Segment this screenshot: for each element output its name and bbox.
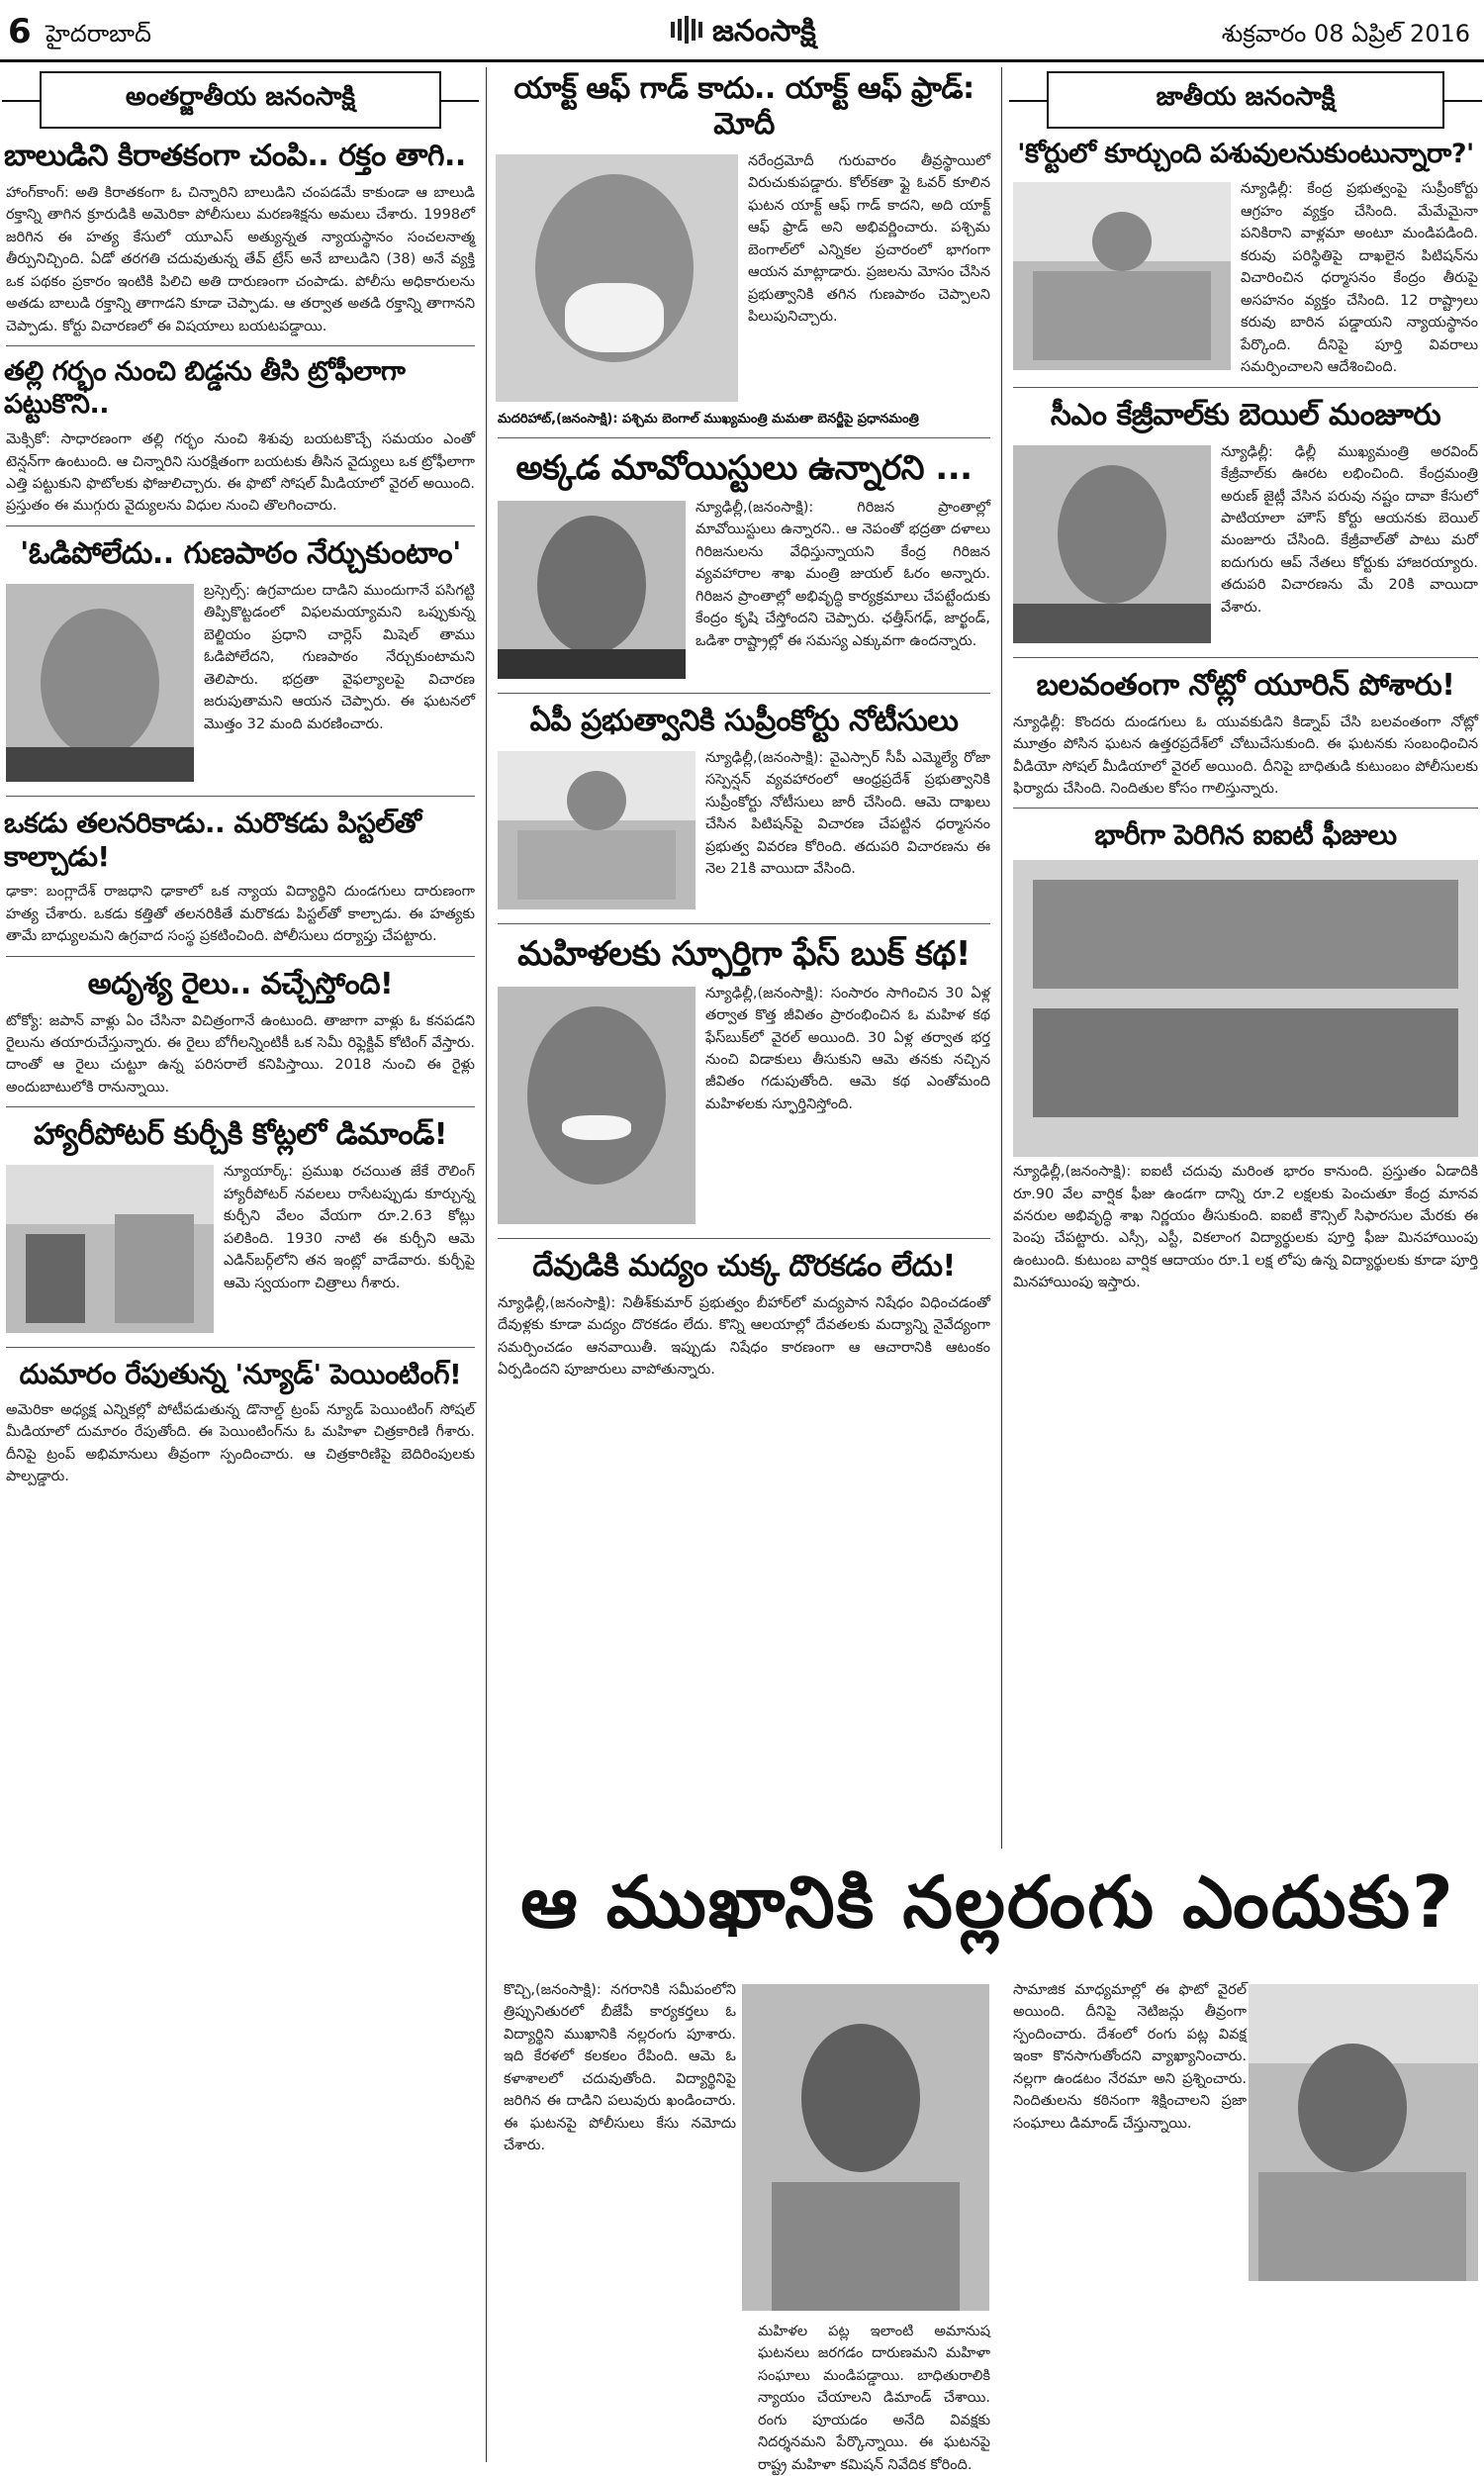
article-body: న్యూఢిల్లీ,(జనంసాక్షి): సంసారం సాగించిన 30 ఏళ్ల తర్వాత కొత్త జీవితం ప్రారంభించిన ఓ మహిళ కథ ఫేస్‌బుక్‌లో వైరల్ అయింది. 30 ఏళ్ల తర్వాత భర్త నుంచి విడాకులు తీసుకుని ఆమె తనకు నచ్చిన జీవితం గడుపుతోంది. ఆమె కథ ఎంతోమంది మహిళలకు స్ఫూర్తినిస్తోంది.	[705, 985, 990, 1112]
divider	[1013, 808, 1478, 809]
divider	[498, 437, 990, 438]
article-body: న్యూఢిల్లీ: కేంద్ర ప్రభుత్వంపై సుప్రీంకోర్టు ఆగ్రహం వ్యక్తం చేసింది. మేమేమైనా పనికిరాని వాళ్లమా అంటూ మండిపడింది. కరువు పరిస్థితిపై దాఖలైన పిటిషన్‌ను విచారించిన ధర్మాసనం కేంద్రం తీరుపై అసహనం వ్యక్తం చేసింది. 12 రాష్ట్రాలు కరువు బారిన పడ్డాయని న్యాయస్థానం పేర్కొంది. దీనిపై పూర్తి వివరాలు సమర్పించాలని ఆదేశించింది.	[1241, 181, 1478, 376]
section-banner-national: జాతీయ జనంసాక్షి	[1047, 71, 1444, 129]
article-facebook-story	[492, 934, 996, 1230]
column-divider	[486, 67, 487, 2462]
divider	[1013, 657, 1478, 658]
article-belgium-pm	[0, 536, 481, 788]
masthead-rule	[0, 59, 1484, 62]
jual-oram-photo	[498, 501, 686, 679]
article-headline[interactable]: దేవుడికి మద్యం చుక్క దొరకడం లేదు!	[532, 1248, 956, 1284]
issue-date: శుక్రవారం 08 ఏప్రిల్ 2016	[1221, 20, 1470, 48]
article-headline[interactable]: మహిళలకు స్ఫూర్తిగా ఫేస్ బుక్ కథ!	[517, 933, 971, 974]
article-body: న్యూఢిల్లీ,(జనంసాక్షి): వైఎస్సార్ సీపీ ఎమ్మెల్యే రోజా సస్పెన్షన్ వ్యవహారంలో ఆంధ్రప్రదేశ్ ప్రభుత్వానికి సుప్రీంకోర్టు నోటీసులు జారీ చేసింది. ఆమె దాఖలు చేసిన పిటిషన్‌పై విచారణ చేపట్టిన ధర్మాసనం ప్రభుత్వ వివరణ కోరింది. తదుపరి విచారణను ఈ నెల 21కి వాయిదా వేసింది.	[705, 749, 990, 878]
charles-michel-photo	[6, 584, 194, 782]
article-body: టోక్యో: జపాన్ వాళ్లు ఏం చేసినా విచిత్రంగానే ఉంటుంది. తాజాగా వాళ్లు ఓ కనపడని రైలును తయారుచేస్తున్నారు. ఈ రైలు బోగీలన్నింటికీ ఒక సెమీ రిఫ్లెక్టివ్ కోటింగ్ వేస్తారు. దాంతో ఆ రైలు చుట్టూ ఉన్న పరిసరాలే కనిపిస్తాయి. 2018 నుంచి ఈ రైళ్లు అందుబాటులోకి రానున్నాయి.	[6, 1012, 475, 1095]
article-headline[interactable]: అక్కడ మావోయిస్టులు ఉన్నారని ...	[515, 448, 973, 488]
divider	[6, 796, 475, 797]
page-number: 6	[8, 12, 32, 51]
supreme-court-photo	[498, 751, 696, 909]
article-liquor-gods	[492, 1249, 996, 1381]
article-headline[interactable]: 'ఓడిపోలేదు.. గుణపాఠం నేర్చుకుంటాం'	[20, 535, 461, 571]
chair-auction-photo	[6, 1165, 214, 1333]
photo-caption: మదరిహాట్,(జనంసాక్షి): పశ్చిమ బెంగాల్ ముఖ్యమంత్రి మమతా బెనర్జీపై ప్రధానమంత్రి	[498, 412, 919, 427]
article-headline[interactable]: 'కోర్టులో కూర్చుంది పశువులనుకుంటున్నారా?'	[1017, 139, 1474, 169]
section-banner-international: అంతర్జాతీయ జనంసాక్షి	[40, 71, 441, 129]
article-headline[interactable]: బాలుడిని కిరాతకంగా చంపి.. రక్తం తాగి..	[4, 139, 466, 173]
article-body: హాంగ్‌కాంగ్: అతి కిరాతకంగా ఓ చిన్నారిని బాలుడిని చంపడమే కాకుండా ఆ బాలుడి రక్తాన్ని తాగిన క్రూరుడికి అమెరికా పోలీసులు మరణశిక్షను అమలు చేశారు. 1998లో జరిగిన ఈ హత్య కేసులో యూఎస్ అత్యున్నత న్యాయస్థానం సంచలనాత్మ తీర్పునిచ్చింది. ఏడో తరగతి చదువుతున్న తేవ్ ట్రేస్ అనే బాలుడిని (38) అనే వ్యక్తి ఒక పథకం ప్రకారం ఇంటికి పిలిచి అతి దారుణంగా చంపాడు. పోలీసు అధికారులను అతడు బాలుడి రక్తాన్ని తాగాడని కూడా చెప్పాడు. ఆ తర్వాత అతడి రక్తాన్ని తాగానని చెప్పాడు. కోర్టు విచారణలో ఈ విషయాలు బయటపడ్డాయి.	[6, 185, 475, 334]
article-nude-painting	[0, 1358, 481, 1487]
article-body: న్యూఢిల్లీ: కొందరు దుండగులు ఓ యువకుడిని కిడ్నాప్ చేసి బలవంతంగా నోట్లో మూత్రం పోసిన ఘటన ఉత్తరప్రదేశ్‌లో చోటుచేసుకుంది. ఈ ఘటనకు సంబంధించిన వీడియో సోషల్ మీడియాలో వైరల్ అయింది. దీనిపై బాధితుడి కుటుంబం పోలీసులకు ఫిర్యాదు చేసింది. నిందితుల కోసం గాలిస్తున్నారు.	[1013, 714, 1478, 798]
iit-sign-photo	[1013, 860, 1478, 1157]
article-body: బ్రస్సెల్స్: ఉగ్రవాదుల దాడిని ముందుగానే పసిగట్టి తిప్పికొట్టడంలో విఫలమయ్యామని ఒప్పుకున్న బెల్జియం ప్రధాని చార్లెస్ మిషెల్ తాము ఓడిపోలేదని, గుణపాఠం నేర్చుకుంటామని తెలిపారు. భద్రతా వైఫల్యాలపై విచారణ జరుపుతామని ఆయన చెప్పారు. ఈ ఘటనలో మొత్తం 32 మంది మరణించారు.	[204, 582, 475, 732]
woman-smiling-photo	[498, 987, 696, 1224]
article-boy-killed	[0, 139, 481, 337]
edition-city: హైదరాబాద్	[46, 20, 151, 48]
article-headline[interactable]: ఒకడు తలనరికాడు.. మరొకడు పిస్టల్‌తో కాల్చాడు!	[4, 806, 421, 873]
divider	[1013, 387, 1478, 388]
paper-logo-icon	[669, 16, 704, 44]
divider	[498, 923, 990, 924]
article-dhaka-murder	[0, 807, 481, 948]
article-baby-trophy	[0, 356, 481, 518]
article-urine	[1007, 668, 1484, 801]
article-headline[interactable]: హ్యారీపోటర్ కుర్చీకి కోట్లలో డిమాండ్!	[33, 1117, 447, 1153]
article-supreme-court-ap	[492, 704, 996, 915]
article-headline[interactable]: యాక్ట్ ఆఫ్ గాడ్ కాదు.. యాక్ట్ ఆఫ్ ఫ్రాడ్: మోదీ	[513, 71, 974, 142]
divider	[6, 1347, 475, 1348]
article-headline[interactable]: సీఎం కేజ్రీవాల్‌కు బెయిల్ మంజూరు	[1050, 397, 1441, 432]
article-maoists	[492, 448, 996, 685]
article-iit-fees	[1007, 818, 1484, 1293]
bottom-article-col2: మహిళల పట్ల ఇలాంటి అమానుష ఘటనలు జరగడం దారుణమని మహిళా సంఘాలు మండిపడ్డాయి. బాధితురాలికి న్యాయం చేయాలని డిమాండ్ చేశాయి. రంగు పూయడం అనేది వివక్షకు నిదర్శనమని పేర్కొన్నాయి. ఈ ఘటనపై రాష్ట్ర మహిళా కమిషన్ నివేదిక కోరింది.	[758, 2324, 990, 2473]
article-headline[interactable]: బలవంతంగా నోట్లో యూరిన్ పోశారు!	[1036, 667, 1455, 703]
modi-photo	[496, 154, 738, 402]
article-headline[interactable]: తల్లి గర్భం నుంచి బిడ్డను తీసి ట్రోఫీలాగా పట్టుకొని..	[4, 356, 406, 420]
court-building-photo	[1013, 182, 1231, 370]
article-body: న్యూఢిల్లీ,(జనంసాక్షి): ఐఐటీ చదువు మరింత భారం కానుంది. ప్రస్తుతం ఏడాదికి రూ.90 వేల వార్షిక ఫీజు ఉండగా దాన్ని రూ.2 లక్షలకు పెంచుతూ కేంద్ర మానవ వనరుల అభివృద్ధి శాఖ నిర్ణయం తీసుకుంది. ఐఐటీ కౌన్సిల్ సిఫారసుల మేరకు ఈ పెంపు చేపట్టారు. ఎస్సీ, ఎస్టీ, వికలాంగ విద్యార్థులకు పూర్తి ఫీజు మినహాయింపు ఉంటుంది. కుటుంబ వార్షిక ఆదాయం రూ.1 లక్ష లోపు ఉన్న విద్యార్థులకు కూడా పూర్తి మినహాయింపు ఇస్తారు.	[1013, 1164, 1478, 1291]
bottom-article-col3: సామాజిక మాధ్యమాల్లో ఈ ఫొటో వైరల్ అయింది. దీనిపై నెటిజన్లు తీవ్రంగా స్పందించారు. దేశంలో రంగు పట్ల వివక్ష ఇంకా కొనసాగుతోందని వ్యాఖ్యానించారు. నల్లగా ఉండటం నేరమా అని ప్రశ్నించారు. నిందితులను కఠినంగా శిక్షించాలని ప్రజా సంఘాలు డిమాండ్ చేస్తున్నాయి.	[1013, 1982, 1247, 2132]
article-court-animals	[1007, 139, 1484, 379]
national-column	[1007, 67, 1484, 1294]
divider	[6, 956, 475, 957]
kejriwal-photo	[1013, 445, 1211, 643]
article-body: మెక్సికో: సాధారణంగా తల్లి గర్భం నుంచి శిశువు బయటకొచ్చే సమయం ఎంతో టెన్షన్‌గా ఉంటుంది. ఆ చిన్నారిని సురక్షితంగా బయటకు తీసిన వైద్యులు ఒక ట్రోఫీలాగా ఎత్తి పట్టుకుని ఫొటోలకు ఫోజులిచ్చారు. ఈ ఫొటో సోషల్ మీడియాలో వైరల్ అయింది. ప్రస్తుతం ఈ ముగ్గురు వైద్యులను విధుల నుంచి తొలగించారు.	[6, 431, 475, 515]
paper-name: జనంసాక్షి	[712, 14, 816, 48]
bottom-article-col1: కొచ్చి,(జనంసాక్షి): నగరానికి సమీపంలోని త్రిప్పునితురలో బీజేపీ కార్యకర్తలు ఓ విద్యార్థిని ముఖానికి నల్లరంగు పూశారు. ఇది కేరళలో కలకలం రేపింది. ఆమె ఓ కళాశాలలో చదువుతోంది. విద్యార్థినిపై జరిగిన ఈ దాడిని పలువురు ఖండించారు. ఈ ఘటనపై పోలీసులు కేసు నమోదు చేశారు.	[504, 1982, 736, 2154]
student-face-photo	[742, 1984, 989, 2311]
article-body: న్యూఢిల్లీ: ఢిల్లీ ముఖ్యమంత్రి అరవింద్ కేజ్రీవాల్‌కు ఊరట లభించింది. కేంద్రమంత్రి అరుణ్ జైట్లీ వేసిన పరువు నష్టం దావా కేసులో పాటియాలా హౌస్ కోర్టు ఆయనకు బెయిల్ మంజూరు చేసింది. కేజ్రీవాల్‌తో పాటు మరో ఐదుగురు ఆప్ నేతలు కోర్టుకు హాజరయ్యారు. తదుపరి విచారణను మే 20కి వాయిదా వేశారు.	[1221, 443, 1478, 616]
international-column	[0, 67, 481, 1488]
article-invisible-train	[0, 967, 481, 1099]
article-body: అమెరికా అధ్యక్ష ఎన్నికల్లో పోటీపడుతున్న డొనాల్డ్ ట్రంప్ న్యూడ్ పెయింటింగ్ సోషల్ మీడియాలో దుమారం రేపుతోంది. ఈ పెయింటింగ్‌ను ఓ మహిళా చిత్రకారిణి గీశారు. దీనిపై ట్రంప్ అభిమానులు తీవ్రంగా స్పందించారు. ఆ చిత్రకారిణిపై బెదిరింపులకు పాల్పడ్డారు.	[6, 1402, 475, 1485]
article-body: న్యూఢిల్లీ,(జనంసాక్షి): నితీశ్‌కుమార్ ప్రభుత్వం బీహార్‌లో మద్యపాన నిషేధం విధించడంతో దేవుళ్లకు కూడా మద్యం దొరకడం లేదు. కొన్ని ఆలయాల్లో దేవతలకు మద్యాన్ని నైవేద్యంగా సమర్పించడం ఆనవాయితీ. ఇప్పుడు నిషేధం కారణంగా ఆ ఆచారానికి ఆటంకం ఏర్పడిందని పూజారులు వాపోతున్నారు.	[498, 1294, 990, 1378]
column-divider	[1001, 67, 1002, 1849]
article-body: న్యూఢిల్లీ,(జనంసాక్షి): గిరిజన ప్రాంతాల్లో మావోయిస్టులు ఉన్నారని.. ఆ నెపంతో భద్రతా దళాలు గిరిజనులను వేధిస్తున్నాయని కేంద్ర గిరిజన వ్యవహారాల శాఖ మంత్రి జుయల్ ఓరం అన్నారు. గిరిజన ప్రాంతాల్లో అభివృద్ధి కార్యక్రమాలు చేపట్టేందుకు కేంద్రం కృషి చేస్తోందని చెప్పారు. ఛత్తీస్‌గఢ్, జార్ఖండ్, ఒడిశా రాష్ట్రాల్లో ఈ సమస్య ఎక్కువగా ఉందన్నారు.	[696, 499, 990, 649]
article-harry-potter-chair	[0, 1117, 481, 1339]
article-body: ఢాకా: బంగ్లాదేశ్ రాజధాని ఢాకాలో ఒక న్యాయ విద్యార్థిని దుండగులు దారుణంగా హత్య చేశారు. ఒకడు కత్తితో తలనరికితే మరొకడు పిస్టల్‌తో కాల్చాడు. ఈ హత్యకు తామే బాధ్యులమని ఉగ్రవాద సంస్థ ప్రకటించింది. పోలీసులు దర్యాప్తు చేపట్టారు.	[6, 884, 475, 945]
article-headline[interactable]: అదృశ్య రైలు.. వచ్చేస్తోంది!	[87, 966, 394, 1001]
divider	[498, 693, 990, 694]
article-kejriwal-bail	[1007, 398, 1484, 649]
divider	[6, 525, 475, 526]
article-headline[interactable]: దుమారం రేపుతున్న 'న్యూడ్' పెయింటింగ్!	[19, 1358, 462, 1391]
bottom-headline[interactable]: ఆ ముఖానికి నల్లరంగు ఎందుకు?	[520, 1860, 1455, 1944]
article-body: న్యూయార్క్: ప్రముఖ రచయిత జేకే రౌలింగ్ హ్యారీపోటర్ నవలలు రాసేటప్పుడు కూర్చున్న కుర్చీని వేలం వేయగా రూ.2.63 కోట్లు పలికింది. 1930 నాటి ఈ కుర్చీని ఆమె ఎడిన్‌బర్గ్‌లోని తన ఇంట్లో వాడేవారు. కుర్చీపై ఆమె స్వయంగా చిత్రాలు గీశారు.	[224, 1164, 475, 1291]
article-headline[interactable]: ఏపీ ప్రభుత్వానికి సుప్రీంకోర్టు నోటీసులు	[529, 703, 959, 738]
divider	[498, 1238, 990, 1239]
divider	[6, 1106, 475, 1107]
article-modi	[492, 71, 996, 429]
divider	[6, 345, 475, 346]
article-headline[interactable]: భారీగా పెరిగిన ఐఐటీ ఫీజులు	[1094, 818, 1397, 852]
protest-photo	[1249, 1984, 1478, 2281]
article-body: నరేంద్రమోదీ గురువారం తీవ్రస్థాయిలో విరుచుకుపడ్డారు. కోల్‌కతా ఫ్లై ఓవర్ కూలిన ఘటన యాక్ట్ ఆఫ్ గాడ్ కాదని, అది యాక్ట్ ఆఫ్ ఫ్రాడ్ అని అభివర్ణించారు. పశ్చిమ బెంగాల్‌లో ఎన్నికల ప్రచారంలో భాగంగా ఆయన మాట్లాడారు. ప్రజలను మోసం చేసిన ప్రభుత్వానికి తగిన గుణపాఠం చెప్పాలని పిలుపునిచ్చారు.	[748, 153, 990, 326]
middle-column	[492, 67, 996, 1381]
